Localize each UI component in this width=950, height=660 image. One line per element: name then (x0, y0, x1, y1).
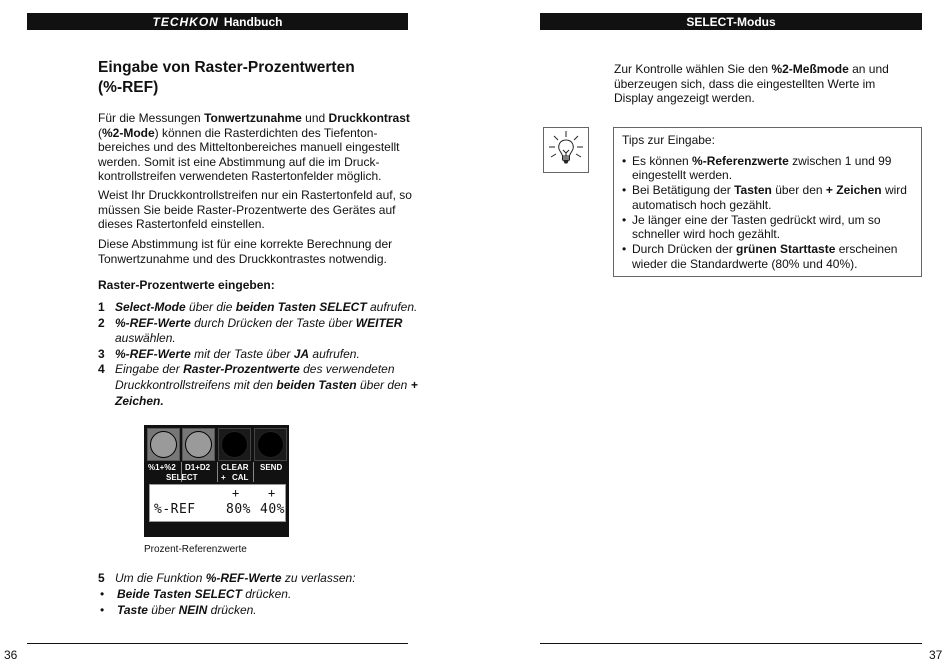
page-title-line1: Eingabe von Raster-Prozentwerten (98, 59, 355, 76)
label-b3: CLEAR (221, 463, 249, 472)
device-button-3 (218, 428, 251, 461)
tip-2: • Bei Betätigung der Tasten über den + Zeichen wird automatisch hoch gezählt. (622, 183, 907, 212)
left-page-number: 36 (4, 648, 18, 660)
paragraph-3: Diese Abstimmung ist für eine korrekte Berechnung der Tonwertzunahme und des Druckkontrastes notwendig. (98, 237, 393, 266)
tips-title: Tips zur Eingabe: (622, 133, 715, 147)
right-header-bar (540, 13, 922, 30)
label-plus: + (221, 473, 226, 482)
left-footer-line (27, 643, 408, 644)
label-b1: %1+%2 (148, 463, 176, 472)
steps-list (98, 300, 418, 409)
lcd-display (149, 484, 286, 522)
lcd-plus-2: + (268, 486, 276, 500)
step-5-bullet-1: • Beide Tasten SELECT drücken. (100, 587, 292, 601)
step-1: 1 Select-Mode über die beiden Tasten SELECT aufrufen. (98, 300, 418, 314)
paragraph-2: Weist Ihr Druckkontrollstreifen nur ein Rastertonfeld auf, so müssen Sie beide Raster-Prozentwerte des Gerätes auf dieses Rastertonfeld einstellen. (98, 188, 412, 231)
device-button-1 (147, 428, 180, 461)
page-title (98, 58, 355, 98)
steps-subheading: Raster-Prozentwerte eingeben: (98, 278, 275, 292)
step-4: 4 Eingabe der Raster-Prozentwerte des verwendeten Druckkontrollstreifens mit den beiden Tasten über den + Zeichen. (98, 362, 418, 408)
right-footer-line (540, 643, 922, 644)
tip-4: • Durch Drücken der grünen Starttaste erscheinen wieder die Standardwerte (80% und 40%). (622, 242, 898, 271)
tip-3: • Je länger eine der Tasten gedrückt wird, um so schneller wird hoch gezählt. (622, 212, 881, 241)
right-page-number: 37 (929, 648, 943, 660)
tips-box (613, 127, 922, 277)
tip-1: • Es können %-Referenzwerte zwischen 1 und 99 eingestellt werden. (622, 153, 892, 182)
lcd-mode: %-REF (154, 502, 196, 517)
label-cal: CAL (232, 473, 249, 482)
lcd-plus-1: + (232, 486, 240, 500)
step-2: 2 %-REF-Werte durch Drücken der Taste über WEITER auswählen. (98, 315, 403, 346)
lightbulb-icon (543, 127, 589, 173)
step-5: 5 Um die Funktion %-REF-Werte zu verlassen: • Beide Tasten SELECT drücken. • Taste über NEIN drücken. (98, 570, 418, 618)
device-button-4 (254, 428, 287, 461)
left-header-title: Handbuch (223, 14, 283, 29)
device-button-2 (182, 428, 215, 461)
step-3: 3 %-REF-Werte mit der Taste über JA aufrufen. (98, 346, 360, 361)
page-title-line2: (%-REF) (98, 79, 159, 96)
lcd-value-2: 40% (260, 502, 285, 517)
lcd-value-1: 80% (226, 502, 251, 517)
label-b4: SEND (260, 463, 283, 472)
right-header-title: SELECT-Modus (686, 14, 776, 29)
left-header-bar (27, 13, 408, 30)
right-intro-paragraph: Zur Kontrolle wählen Sie den %2-Meßmode an und überzeugen sich, dass die eingestellten Werte im Display angezeigt werden. (614, 62, 889, 105)
label-b2: D1+D2 (185, 463, 211, 472)
label-select: SELECT (166, 473, 198, 482)
paragraph-1: Für die Messungen Tonwertzunahme und Druckkontrast (%2-Mode) können die Rasterdichten des Tiefenton-bereiches und des Mitteltonbereiches manuell eingestellt werden. Somit ist eine Abstimmung auf die im Druck-kontrollstreifen verwendeten Rastertonfelder möglich. (98, 111, 410, 183)
brand-logo: TECHKON (152, 14, 219, 29)
device-panel (144, 425, 289, 537)
figure-caption: Prozent-Referenzwerte (144, 544, 247, 555)
step-5-bullet-2: • Taste über NEIN drücken. (100, 603, 257, 617)
